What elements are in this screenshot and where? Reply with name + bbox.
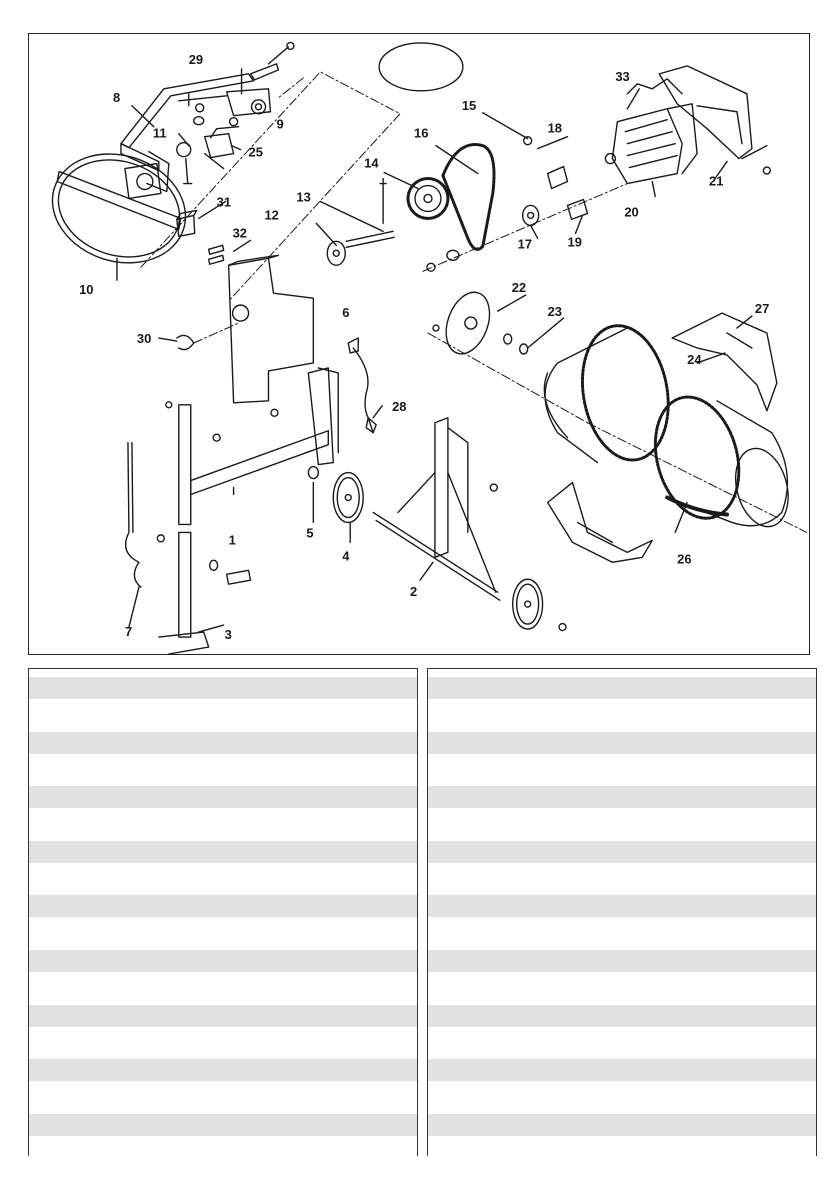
motor-plug xyxy=(568,199,588,219)
part-label-13: 13 xyxy=(296,189,311,205)
table-row-header xyxy=(428,1059,816,1081)
part-label-28: 28 xyxy=(392,398,407,414)
table-row xyxy=(29,972,417,1005)
large-gear xyxy=(408,179,448,219)
drum-axis-line xyxy=(428,333,587,423)
part-label-29: 29 xyxy=(188,51,204,67)
drive-belt xyxy=(443,145,494,250)
table-row-header xyxy=(29,732,417,754)
table-row xyxy=(428,1136,816,1169)
a-frame-stand xyxy=(435,418,448,558)
mixer-drum-body xyxy=(545,328,627,463)
table-row xyxy=(29,1027,417,1060)
drum-hub-flange xyxy=(438,286,497,360)
motor-axis-line xyxy=(423,184,627,272)
steering-wheel-rim xyxy=(38,137,200,279)
motor-pulley xyxy=(523,205,539,225)
part-label-9: 9 xyxy=(276,116,284,132)
table-row xyxy=(29,754,417,787)
table-row xyxy=(428,917,816,950)
brush-pieces xyxy=(209,245,224,264)
table-row-header xyxy=(29,1005,417,1027)
part-label-32: 32 xyxy=(232,225,247,241)
part-label-6: 6 xyxy=(342,305,350,321)
frame-leg xyxy=(179,532,191,637)
part-label-12: 12 xyxy=(264,207,279,223)
gearbox-housing xyxy=(229,258,314,403)
table-row-header xyxy=(29,950,417,972)
table-row xyxy=(428,754,816,787)
table-row-header xyxy=(428,732,816,754)
part-label-26: 26 xyxy=(677,551,692,567)
oval-blank-mark xyxy=(379,43,463,91)
table-row-header xyxy=(29,895,417,917)
table-row xyxy=(428,1027,816,1060)
table-row-header xyxy=(29,1114,417,1136)
part-label-24: 24 xyxy=(687,351,702,367)
table-row xyxy=(428,972,816,1005)
parts-table-right xyxy=(427,668,817,1156)
table-row xyxy=(428,863,816,896)
part-label-1: 1 xyxy=(228,532,236,548)
mixer-cone-ring xyxy=(643,388,752,528)
part-label-21: 21 xyxy=(709,173,724,189)
part-label-19: 19 xyxy=(567,234,582,250)
part-label-15: 15 xyxy=(461,97,477,113)
table-row-header xyxy=(29,786,417,808)
table-row-header xyxy=(29,677,417,699)
parts-table-left xyxy=(28,668,418,1156)
table-row-header xyxy=(428,895,816,917)
clamp-plate xyxy=(205,127,239,158)
bushing xyxy=(548,167,568,189)
part-label-16: 16 xyxy=(414,125,429,141)
table-row-header xyxy=(428,677,816,699)
part-label-25: 25 xyxy=(248,144,263,160)
handle-arm xyxy=(121,74,254,148)
part-label-31: 31 xyxy=(216,194,232,210)
part-label-2: 2 xyxy=(410,584,418,600)
part-label-18: 18 xyxy=(547,120,562,136)
drive-shaft xyxy=(346,231,394,247)
part-label-22: 22 xyxy=(511,280,527,296)
part-label-11: 11 xyxy=(152,125,167,141)
part-label-27: 27 xyxy=(754,301,770,317)
part-label-14: 14 xyxy=(364,155,379,171)
table-row xyxy=(428,699,816,732)
part-label-23: 23 xyxy=(547,304,562,320)
diagram-drawing xyxy=(29,34,809,654)
mixer-frame xyxy=(179,405,191,525)
table-row xyxy=(29,1081,417,1114)
table-row xyxy=(29,1136,417,1169)
table-row-header xyxy=(428,786,816,808)
part-label-10: 10 xyxy=(79,282,94,298)
part-label-33: 33 xyxy=(615,68,630,84)
table-row xyxy=(428,808,816,841)
exploded-parts-diagram xyxy=(28,33,810,655)
table-row xyxy=(29,808,417,841)
electric-motor xyxy=(612,109,682,184)
table-row-header xyxy=(428,841,816,863)
mixer-drum-ring xyxy=(572,319,678,467)
part-label-20: 20 xyxy=(624,204,639,220)
part-label-5: 5 xyxy=(306,525,314,541)
part-label-3: 3 xyxy=(224,627,232,643)
part-label-8: 8 xyxy=(112,89,121,105)
mixing-blade-lower xyxy=(548,483,653,563)
part-label-17: 17 xyxy=(517,236,533,252)
part-label-7: 7 xyxy=(124,624,133,640)
table-row xyxy=(29,863,417,896)
table-row-header xyxy=(428,950,816,972)
table-row-header xyxy=(428,1005,816,1027)
table-row-header xyxy=(428,1114,816,1136)
table-row xyxy=(29,699,417,732)
table-row xyxy=(29,917,417,950)
table-row xyxy=(428,1081,816,1114)
part-label-4: 4 xyxy=(342,548,350,564)
retaining-clip xyxy=(177,335,194,349)
table-row-header xyxy=(29,1059,417,1081)
table-row-header xyxy=(29,841,417,863)
part-label-30: 30 xyxy=(136,331,152,347)
bolt xyxy=(227,570,251,584)
